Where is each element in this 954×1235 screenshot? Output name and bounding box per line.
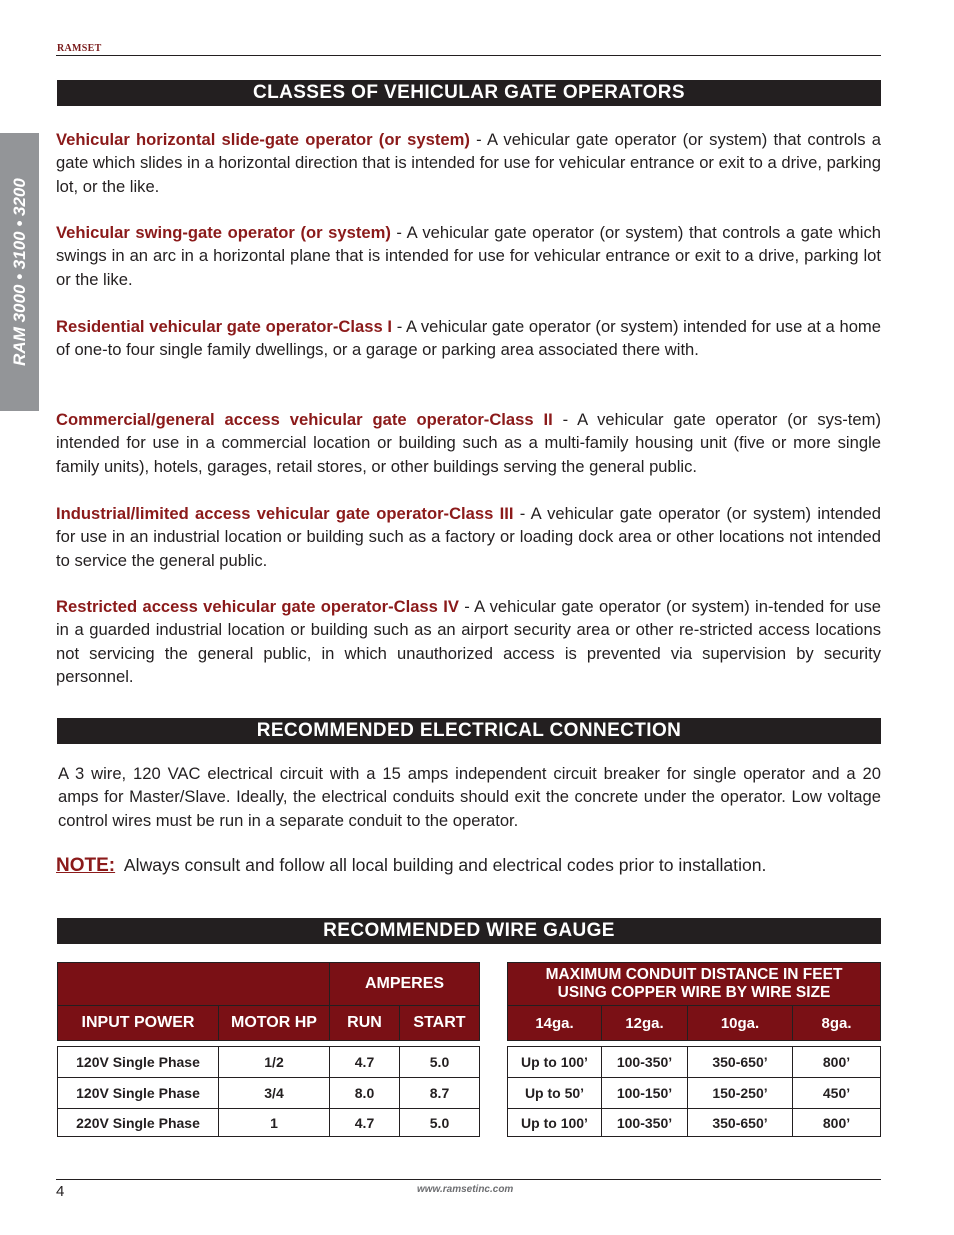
table-row [58,1078,480,1109]
table-cell: 100-350’ [602,1109,688,1137]
column-header: 10ga. [688,1006,793,1041]
table-cell: 150-250’ [688,1078,793,1109]
section-title-classes: CLASSES OF VEHICULAR GATE OPERATORS [57,80,881,106]
class-definition [56,595,881,688]
class-term: Industrial/limited access vehicular gate operator-Class III [56,504,514,523]
table-cell: 350-650’ [688,1047,793,1078]
table-cell: Up to 100’ [508,1047,602,1078]
column-header: MOTOR HP [219,1006,330,1041]
table-cell: 100-350’ [602,1047,688,1078]
table-row [508,1047,881,1078]
table-cell: 1/2 [219,1047,330,1078]
header-divider [56,55,881,56]
side-tab-label: RAM 3000 • 3100 • 3200 [9,178,29,366]
class-term: Commercial/general access vehicular gate operator-Class II [56,410,553,429]
page-number: 4 [56,1183,65,1200]
table-cell: 8.7 [400,1078,480,1109]
table-cell: 120V Single Phase [58,1047,219,1078]
side-tab [0,133,39,411]
class-description: - A vehicular gate operator (or system) that controls a gate which swings in an arc in a horizontal plane that is intended for use for vehicular entrance or exit to a drive, parking lot or the like. [56,223,881,289]
table-cell: 800’ [793,1047,881,1078]
table-row [508,1109,881,1137]
class-description: - A vehicular gate operator (or system) that controls a gate which slides in a horizontal direction that is intended for use for vehicular entrance or exit to a drive, parking lot, or the like. [56,130,881,196]
table-cell: 450’ [793,1078,881,1109]
table-cell: 100-150’ [602,1078,688,1109]
conduit-table [507,962,881,1137]
column-header: INPUT POWER [58,1006,219,1041]
table-cell: 8.0 [330,1078,400,1109]
class-definition [56,502,881,572]
class-definition [56,315,881,362]
footer-divider [56,1179,881,1180]
class-description: - A vehicular gate operator (or sys-tem) intended for use in a commercial location or building such as a multi-family housing unit (five or more single family units), hotels, garages, retail stores, or other buildings serving the general public. [56,410,881,476]
class-term: Restricted access vehicular gate operator-Class IV [56,597,459,616]
table-cell: 800’ [793,1109,881,1137]
class-definition [56,221,881,291]
conduit-title-line: MAXIMUM CONDUIT DISTANCE IN FEET [545,966,843,983]
section-title-electrical: RECOMMENDED ELECTRICAL CONNECTION [57,718,881,744]
class-description: - A vehicular gate operator (or system) in-tended for use in a guarded industrial location or building such as an airport security area or other re-stricted access locations not servicing the general public, in which unauthorized access is prevented via supervision by security personnel. [56,597,881,686]
class-term: Vehicular swing-gate operator (or system) [56,223,391,242]
table-cell: 5.0 [400,1047,480,1078]
table-cell: 5.0 [400,1109,480,1137]
power-table [57,962,480,1137]
note-label: NOTE: [56,855,116,876]
class-term: Vehicular horizontal slide-gate operator (or system) [56,130,470,149]
column-header: 8ga. [793,1006,881,1041]
column-header: 12ga. [602,1006,688,1041]
table-row [508,1078,881,1109]
note-line [56,855,886,877]
conduit-title-line: USING COPPER WIRE BY WIRE SIZE [557,984,831,1001]
table-row [58,1109,480,1137]
amperes-header: AMPERES [330,963,480,1006]
column-header: 14ga. [508,1006,602,1041]
electrical-paragraph: A 3 wire, 120 VAC electrical circuit with a 15 amps independent circuit breaker for single operator and a 20 amps for Master/Slave. Ideally, the electrical conduits should exit the concrete under the operator. Low voltage control wires must be run in a separate conduit to the operator. [58,764,881,830]
website-url: www.ramsetinc.com [417,1184,514,1195]
column-header: START [400,1006,480,1041]
class-term: Residential vehicular gate operator-Class I [56,317,392,336]
class-description: - A vehicular gate operator (or system) intended for use in an industrial location or building such as a factory or loading dock area or other locations not intended to service the general public. [56,504,881,570]
brand-logo-text: RAMSET [57,43,102,54]
class-description: - A vehicular gate operator (or system) intended for use at a home of one-to four single family dwellings, or a garage or parking area associated there with. [56,317,881,360]
conduit-table-title [508,963,881,1006]
table-row [58,1047,480,1078]
column-header: RUN [330,1006,400,1041]
table-cell: 350-650’ [688,1109,793,1137]
table-cell: 1 [219,1109,330,1137]
section-title-wire-gauge: RECOMMENDED WIRE GAUGE [57,918,881,944]
note-text: Always consult and follow all local building and electrical codes prior to installation. [123,855,767,875]
table-cell: 3/4 [219,1078,330,1109]
table-cell: 220V Single Phase [58,1109,219,1137]
table-cell: 120V Single Phase [58,1078,219,1109]
class-definition [56,408,881,478]
power-table-corner [58,963,330,1006]
table-cell: Up to 100’ [508,1109,602,1137]
table-cell: Up to 50’ [508,1078,602,1109]
table-cell: 4.7 [330,1109,400,1137]
table-cell: 4.7 [330,1047,400,1078]
class-definition [56,128,881,198]
